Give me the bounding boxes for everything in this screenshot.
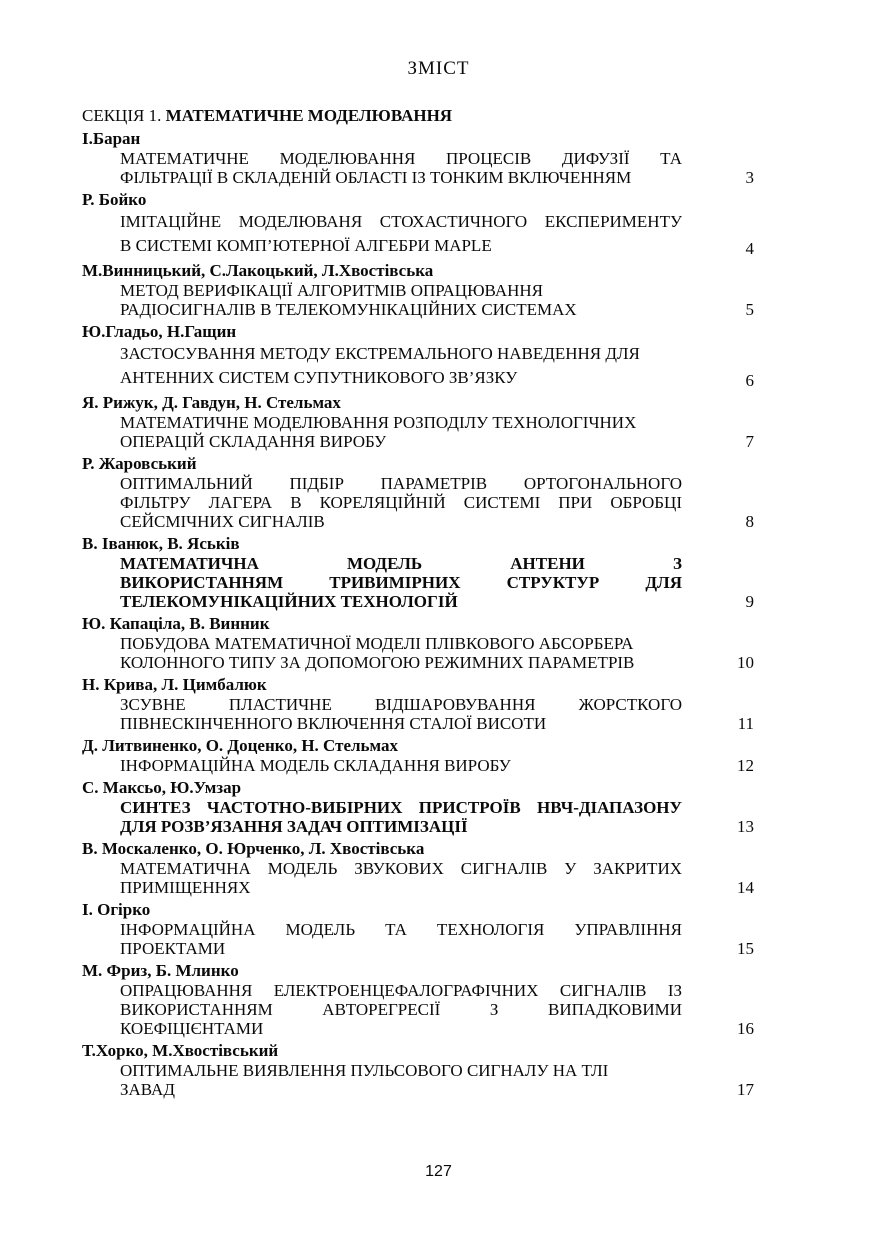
page-number: 8 (745, 512, 754, 531)
toc-entry (82, 393, 754, 451)
title-line: МАТЕМАТИЧНЕ МОДЕЛЮВАННЯ РОЗПОДІЛУ ТЕХНОЛОГІЧНИХ (120, 413, 637, 432)
section-name: МАТЕМАТИЧНЕ МОДЕЛЮВАННЯ (165, 106, 453, 125)
author-line: Ю. Капаціла, В. Винник (82, 614, 270, 633)
page-number: 13 (737, 817, 754, 836)
page-number: 17 (737, 1080, 754, 1099)
title-line: КОЕФІЦІЄНТАМИ (120, 1019, 264, 1038)
toc-entry (82, 1041, 754, 1099)
title-line: ПРОЕКТАМИ (120, 939, 226, 958)
title-line: МЕТОД ВЕРИФІКАЦІЇ АЛГОРИТМІВ ОПРАЦЮВАННЯ (120, 281, 543, 300)
title-line: ФІЛЬТРУ ЛАГЕРА В КОРЕЛЯЦІЙНІЙ СИСТЕМІ ПРИ ОБРОБЦІ (120, 493, 682, 512)
author-line: В. Москаленко, О. Юрченко, Л. Хвостівська (82, 839, 425, 858)
title-line: МАТЕМАТИЧНА МОДЕЛЬ АНТЕНИ З (120, 554, 682, 573)
author-line: В. Іванюк, В. Яськів (82, 534, 240, 553)
page-number: 12 (737, 756, 754, 775)
page-number: 14 (737, 878, 754, 897)
author-line: Р. Жаровський (82, 454, 197, 473)
page-number: 4 (745, 239, 754, 258)
title-line: В СИСТЕМІ КОМП’ЮТЕРНОЇ АЛГЕБРИ MAPLE (120, 236, 492, 255)
toc-entry (82, 454, 754, 531)
title-line: ОПТИМАЛЬНИЙ ПІДБІР ПАРАМЕТРІВ ОРТОГОНАЛЬНОГО (120, 474, 682, 493)
author-line: І.Баран (82, 129, 141, 148)
title-line: МАТЕМАТИЧНЕ МОДЕЛЮВАННЯ ПРОЦЕСІВ ДИФУЗІЇ ТА (120, 149, 682, 168)
toc-entry (82, 736, 754, 775)
toc-entry (82, 322, 754, 390)
page-title: ЗМІСТ (407, 58, 470, 79)
toc-entry (82, 675, 754, 733)
title-line: КОЛОННОГО ТИПУ ЗА ДОПОМОГОЮ РЕЖИМНИХ ПАРАМЕТРІВ (120, 653, 635, 672)
author-line: Ю.Гладьо, Н.Гащин (82, 322, 237, 341)
toc-entry (82, 534, 754, 611)
title-line: ІМІТАЦІЙНЕ МОДЕЛЮВАНЯ СТОХАСТИЧНОГО ЕКСПЕРИМЕНТУ (120, 212, 682, 231)
title-line: ЗАВАД (120, 1080, 175, 1099)
page-number: 11 (737, 714, 754, 733)
page-number: 10 (737, 653, 754, 672)
title-line: ОПЕРАЦІЙ СКЛАДАННЯ ВИРОБУ (120, 432, 387, 451)
title-line: ВИКОРИСТАННЯМ ТРИВИМІРНИХ СТРУКТУР ДЛЯ (120, 573, 682, 592)
toc-entry (82, 261, 754, 319)
toc-entry (82, 961, 754, 1038)
title-line: ПІВНЕСКІНЧЕННОГО ВКЛЮЧЕННЯ СТАЛОЇ ВИСОТИ (120, 714, 547, 733)
page-number: 3 (745, 168, 754, 187)
title-line: ЗСУВНЕ ПЛАСТИЧНЕ ВІДШАРОВУВАННЯ ЖОРСТКОГО (120, 695, 682, 714)
title-line: ФІЛЬТРАЦІЇ В СКЛАДЕНІЙ ОБЛАСТІ ІЗ ТОНКИМ ВКЛЮЧЕННЯМ (120, 168, 632, 187)
title-line: ІНФОРМАЦІЙНА МОДЕЛЬ ТА ТЕХНОЛОГІЯ УПРАВЛІННЯ (120, 920, 682, 939)
section-prefix: СЕКЦІЯ 1. (82, 106, 162, 125)
toc-content (82, 106, 754, 1099)
title-line: ОПТИМАЛЬНЕ ВИЯВЛЕННЯ ПУЛЬСОВОГО СИГНАЛУ НА ТЛІ (120, 1061, 609, 1080)
title-line: СЕЙСМІЧНИХ СИГНАЛІВ (120, 512, 325, 531)
page-number: 15 (737, 939, 754, 958)
title-line: ВИКОРИСТАННЯМ АВТОРЕГРЕСІЇ З ВИПАДКОВИМИ (120, 1000, 682, 1019)
title-line: ТЕЛЕКОМУНІКАЦІЙНИХ ТЕХНОЛОГІЙ (120, 592, 458, 611)
title-line: ПРИМІЩЕННЯХ (120, 878, 251, 897)
author-line: М.Винницький, С.Лакоцький, Л.Хвостівська (82, 261, 434, 280)
page-number: 7 (745, 432, 754, 451)
title-line: ОПРАЦЮВАННЯ ЕЛЕКТРОЕНЦЕФАЛОГРАФІЧНИХ СИГНАЛІВ ІЗ (120, 981, 682, 1000)
title-line: ПОБУДОВА МАТЕМАТИЧНОЇ МОДЕЛІ ПЛІВКОВОГО АБСОРБЕРА (120, 634, 634, 653)
author-line: І. Огірко (82, 900, 151, 919)
author-line: Д. Литвиненко, О. Доценко, Н. Стельмах (82, 736, 398, 755)
title-line: ЗАСТОСУВАННЯ МЕТОДУ ЕКСТРЕМАЛЬНОГО НАВЕДЕННЯ ДЛЯ (120, 344, 640, 363)
author-line: Я. Рижук, Д. Гавдун, Н. Стельмах (82, 393, 341, 412)
title-line: АНТЕННИХ СИСТЕМ СУПУТНИКОВОГО ЗВ’ЯЗКУ (120, 368, 518, 387)
footer-page-number: 127 (425, 1163, 452, 1180)
author-line: Н. Крива, Л. Цимбалюк (82, 675, 267, 694)
page-number: 16 (737, 1019, 754, 1038)
title-line: ІНФОРМАЦІЙНА МОДЕЛЬ СКЛАДАННЯ ВИРОБУ (120, 756, 511, 775)
author-line: Р. Бойко (82, 190, 147, 209)
page-number: 6 (745, 371, 754, 390)
title-line: МАТЕМАТИЧНА МОДЕЛЬ ЗВУКОВИХ СИГНАЛІВ У ЗАКРИТИХ (120, 859, 682, 878)
title-line: РАДІОСИГНАЛІВ В ТЕЛЕКОМУНІКАЦІЙНИХ СИСТЕМАХ (120, 300, 577, 319)
title-line: СИНТЕЗ ЧАСТОТНО-ВИБІРНИХ ПРИСТРОЇВ НВЧ-ДІАПАЗОНУ (120, 798, 682, 817)
author-line: М. Фриз, Б. Млинко (82, 961, 239, 980)
title-line: ДЛЯ РОЗВ’ЯЗАННЯ ЗАДАЧ ОПТИМІЗАЦІЇ (120, 817, 468, 836)
section-header (82, 106, 754, 126)
toc-entry (82, 778, 754, 836)
toc-entry (82, 614, 754, 672)
author-line: С. Максьо, Ю.Умзар (82, 778, 242, 797)
toc-entry (82, 129, 754, 187)
toc-entry (82, 190, 754, 258)
page-number: 9 (745, 592, 754, 611)
toc-entry (82, 900, 754, 958)
page-number: 5 (745, 300, 754, 319)
toc-entry (82, 839, 754, 897)
author-line: Т.Хорко, М.Хвостівський (82, 1041, 279, 1060)
